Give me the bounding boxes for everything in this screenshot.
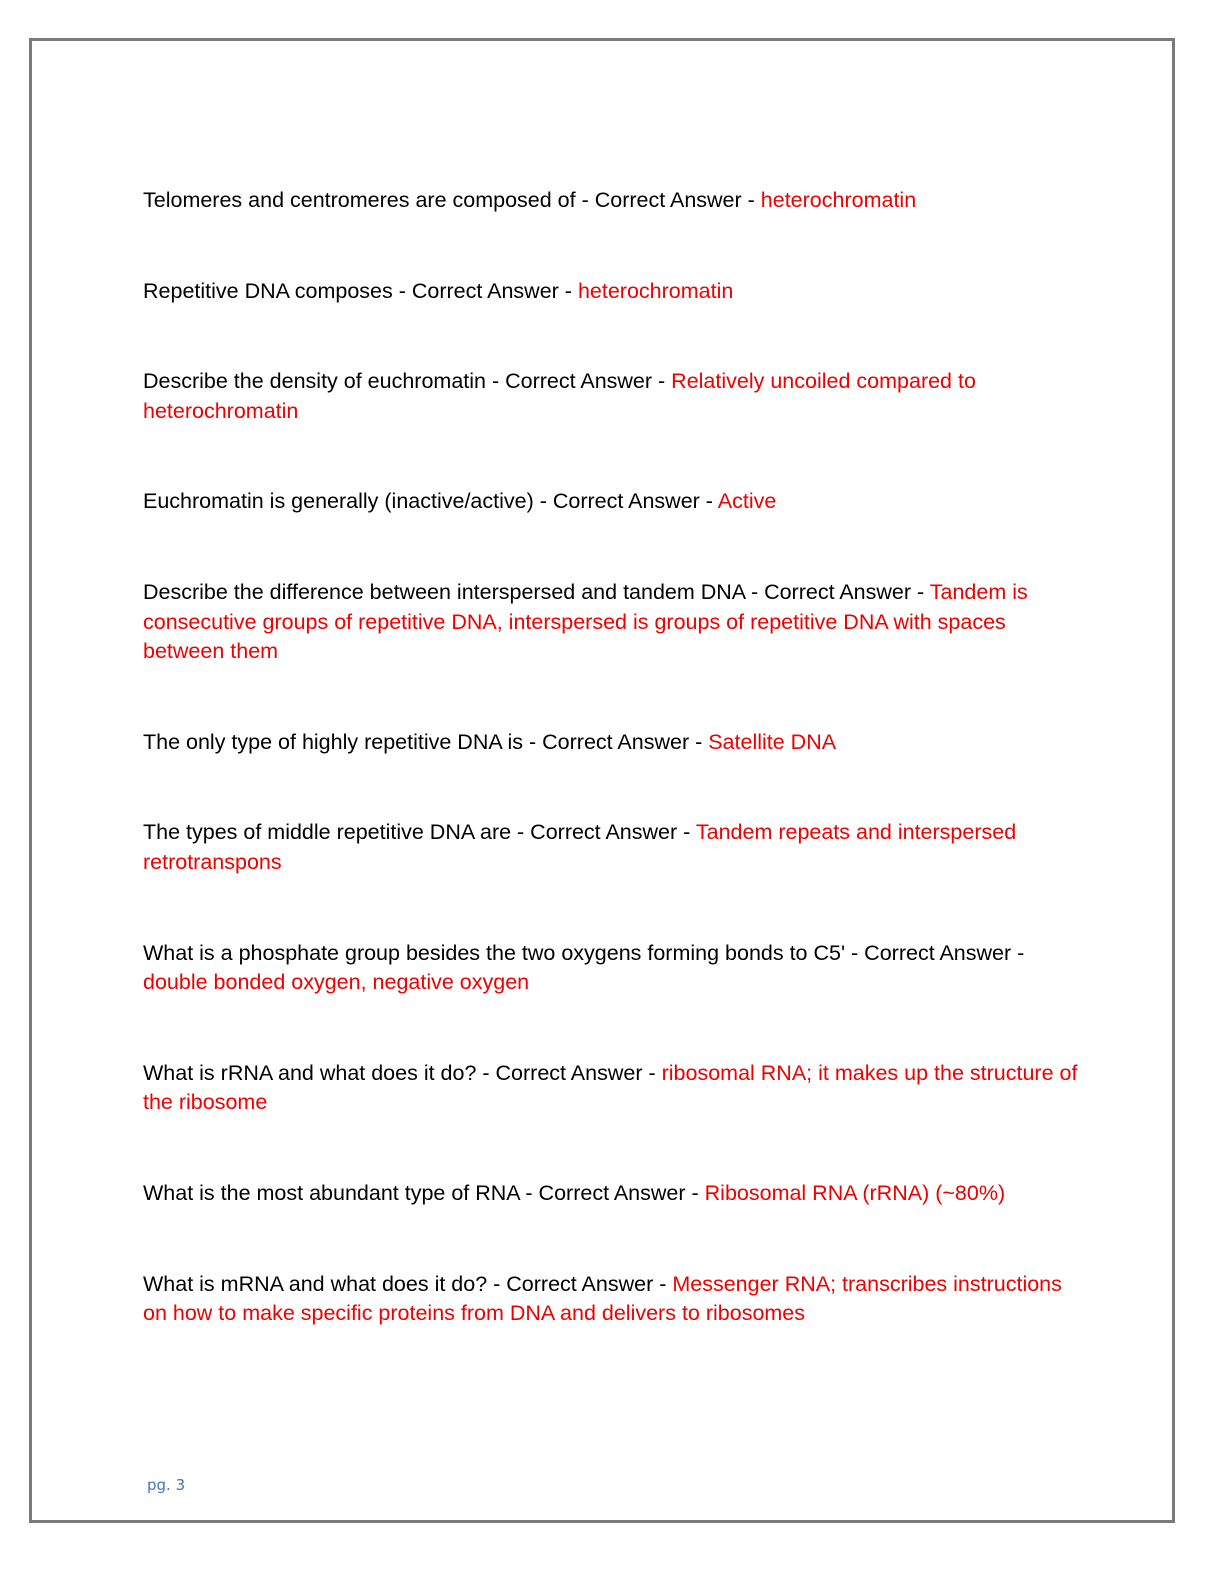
answer-text: Active — [717, 489, 777, 514]
question-text: Describe the difference between interspersed and tandem DNA — [143, 579, 745, 604]
correct-answer-label: - Correct Answer - — [533, 489, 718, 514]
question-text: The only type of highly repetitive DNA is — [143, 729, 524, 754]
question-text: What is a phosphate group besides the two oxygens forming bonds to C5' — [143, 940, 846, 965]
qa-item — [143, 818, 1083, 877]
correct-answer-label: - Correct Answer - — [519, 1180, 705, 1205]
qa-item — [143, 277, 1083, 307]
answer-text: heterochromatin — [760, 188, 917, 212]
correct-answer-label: - Correct Answer - — [744, 579, 930, 604]
question-text: Telomeres and centromeres are composed of — [143, 188, 576, 212]
answer-text: double bonded oxygen, negative oxygen — [143, 970, 530, 995]
page-number: pg. 3 — [147, 1476, 186, 1494]
qa-item — [143, 367, 1083, 426]
correct-answer-label: - Correct Answer - — [575, 188, 761, 212]
qa-item — [143, 487, 1083, 517]
question-text: Describe the density of euchromatin — [143, 369, 486, 394]
correct-answer-label: - Correct Answer - — [392, 278, 578, 303]
answer-text: ribosomal RNA; it makes up the structure of the ribosome — [143, 1060, 1078, 1115]
qa-list — [143, 186, 1083, 1390]
correct-answer-label: - Correct Answer - — [523, 729, 709, 754]
correct-answer-label: - Correct Answer - — [487, 1271, 673, 1296]
question-text: The types of middle repetitive DNA are — [143, 820, 512, 845]
question-text: Euchromatin is generally (inactive/active) — [143, 489, 534, 514]
correct-answer-label: - Correct Answer - — [845, 940, 1025, 965]
question-text: Repetitive DNA composes — [143, 278, 393, 303]
answer-text: Ribosomal RNA (rRNA) (~80%) — [704, 1180, 1006, 1205]
qa-item — [143, 1179, 1083, 1209]
question-text: What is rRNA and what does it do? — [143, 1060, 477, 1085]
qa-item — [143, 728, 1083, 758]
qa-item — [143, 186, 1083, 216]
answer-text: Messenger RNA; transcribes instructions on how to make specific proteins from DNA and delivers to ribosomes — [143, 1271, 1062, 1326]
correct-answer-label: - Correct Answer - — [511, 820, 696, 845]
question-text: What is the most abundant type of RNA — [143, 1180, 520, 1205]
answer-text: Tandem is consecutive groups of repetitive DNA, interspersed is groups of repetitive DNA with spaces between them — [143, 579, 1028, 664]
answer-text: Tandem repeats and interspersed retrotranspons — [143, 820, 1017, 874]
qa-item — [143, 939, 1083, 998]
qa-item — [143, 1059, 1083, 1118]
correct-answer-label: - Correct Answer - — [476, 1060, 662, 1085]
qa-item — [143, 1270, 1083, 1329]
correct-answer-label: - Correct Answer - — [485, 369, 672, 394]
question-text: What is mRNA and what does it do? — [143, 1271, 488, 1296]
qa-item — [143, 578, 1083, 667]
answer-text: Relatively uncoiled compared to heterochromatin — [143, 369, 976, 423]
answer-text: heterochromatin — [577, 278, 734, 303]
answer-text: Satellite DNA — [708, 729, 837, 754]
